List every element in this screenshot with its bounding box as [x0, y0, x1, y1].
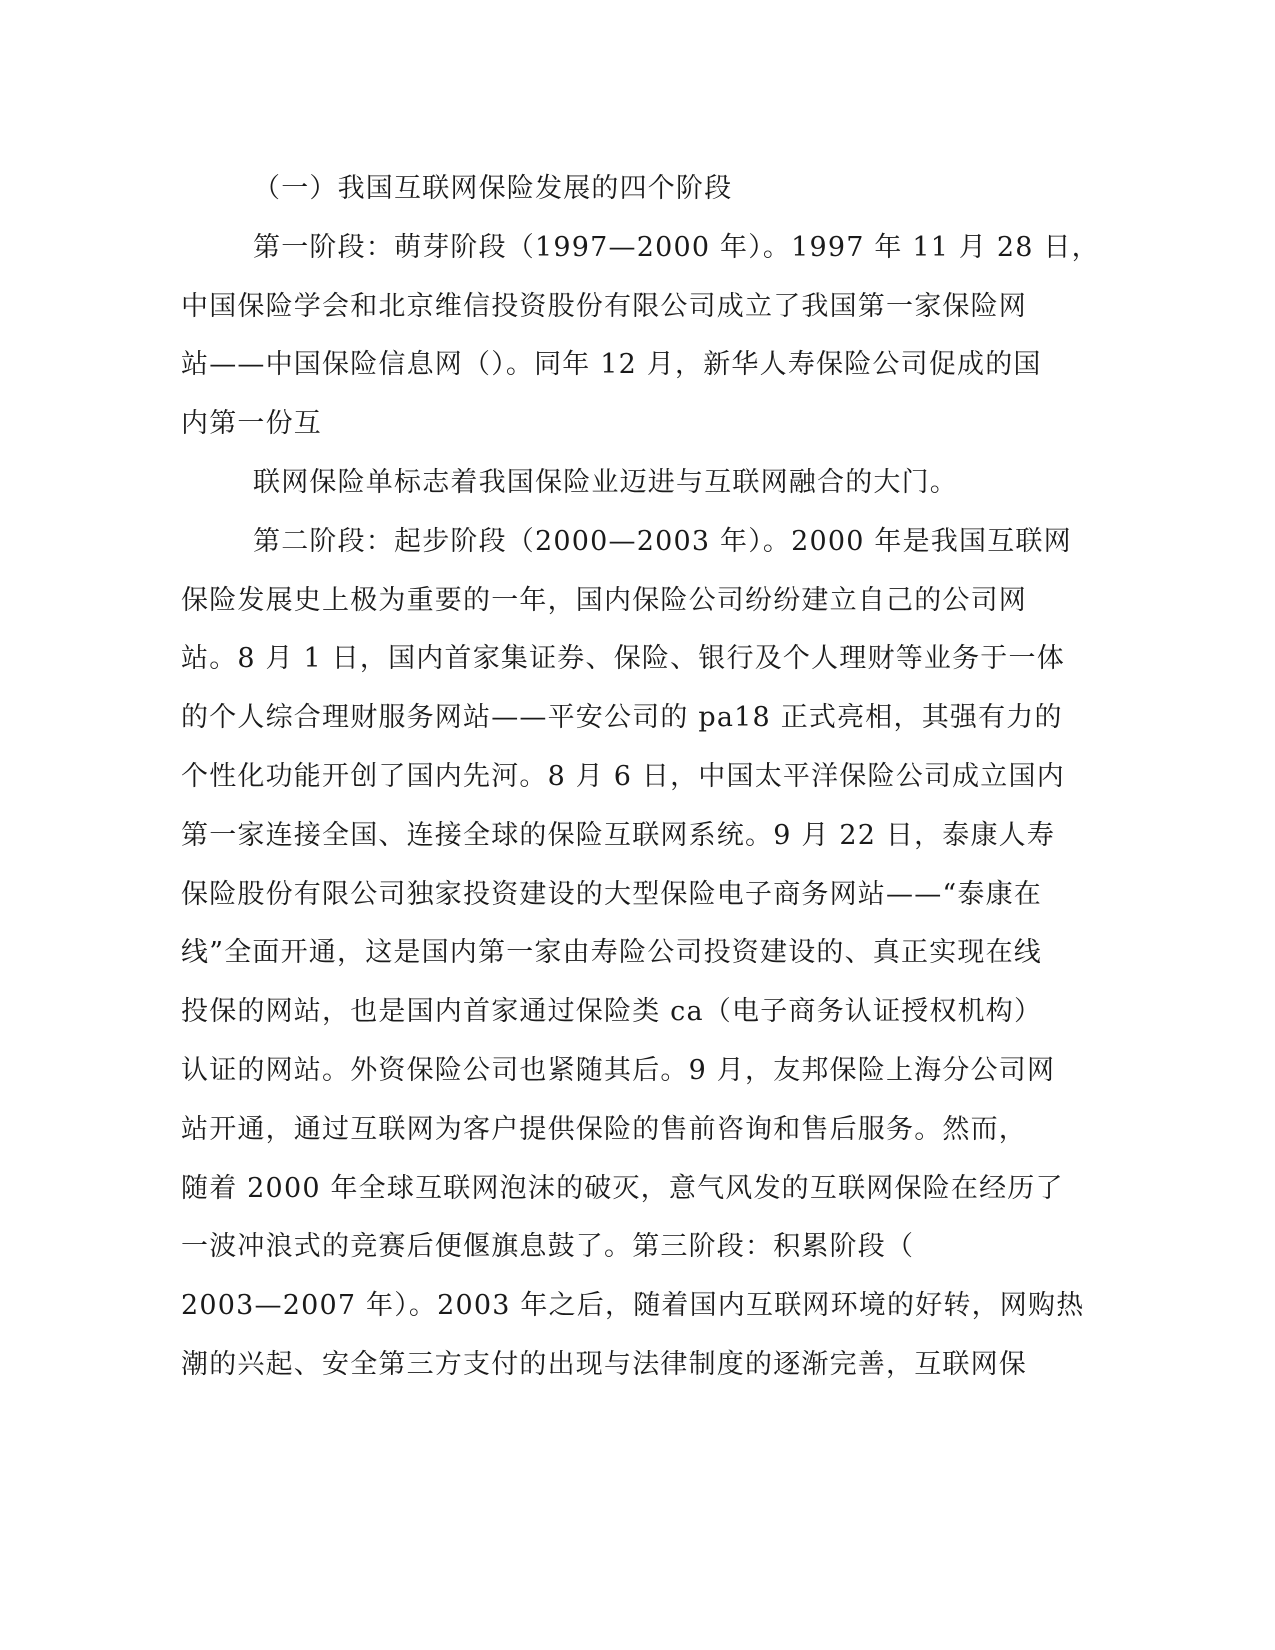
text-line: 潮的兴起、安全第三方支付的出现与法律制度的逐渐完善，互联网保	[181, 1348, 1027, 1380]
text-line: 站开通，通过互联网为客户提供保险的售前咨询和售后服务。然而，	[181, 1113, 1027, 1145]
text-line: 个性化功能开创了国内先河。8 月 6 日，中国太平洋保险公司成立国内	[181, 760, 1065, 792]
text-line: 内第一份互	[181, 408, 322, 440]
text-line: 站——中国保险信息网（）。同年 12 月，新华人寿保险公司促成的国	[181, 349, 1042, 381]
text-line: 站。8 月 1 日，国内首家集证券、保险、银行及个人理财等业务于一体	[181, 643, 1065, 675]
text-line: 保险股份有限公司独家投资建设的大型保险电子商务网站——“泰康在	[181, 878, 1043, 910]
text-line: 中国保险学会和北京维信投资股份有限公司成立了我国第一家保险网	[181, 290, 1027, 322]
text-line: 投保的网站，也是国内首家通过保险类 ca（电子商务认证授权机构）	[181, 996, 1043, 1028]
text-line: 第一家连接全国、连接全球的保险互联网系统。9 月 22 日，泰康人寿	[181, 819, 1056, 851]
section-heading: （一）我国互联网保险发展的四个阶段	[253, 173, 733, 204]
document-body	[181, 160, 1100, 1395]
paragraph-lines	[181, 219, 1100, 1395]
text-line: 第二阶段：起步阶段（2000—2003 年）。2000 年是我国互联网	[253, 525, 1072, 557]
text-line: 一波冲浪式的竞赛后便偃旗息鼓了。第三阶段：积累阶段（	[181, 1231, 915, 1263]
text-line: 随着 2000 年全球互联网泡沫的破灭，意气风发的互联网保险在经历了	[181, 1172, 1064, 1204]
text-line: 2003—2007 年）。2003 年之后，随着国内互联网环境的好转，网购热	[181, 1290, 1085, 1322]
text-line: 第一阶段：萌芽阶段（1997—2000 年）。1997 年 11 月 28 日，	[253, 231, 1100, 263]
text-line: 认证的网站。外资保险公司也紧随其后。9 月，友邦保险上海分公司网	[181, 1054, 1056, 1086]
text-line: 的个人综合理财服务网站——平安公司的 pa18 正式亮相，其强有力的	[181, 702, 1063, 734]
text-line: 联网保险单标志着我国保险业迈进与互联网融合的大门。	[253, 466, 958, 498]
text-line: 线”全面开通，这是国内第一家由寿险公司投资建设的、真正实现在线	[181, 937, 1043, 969]
text-line: 保险发展史上极为重要的一年，国内保险公司纷纷建立自己的公司网	[181, 584, 1027, 616]
